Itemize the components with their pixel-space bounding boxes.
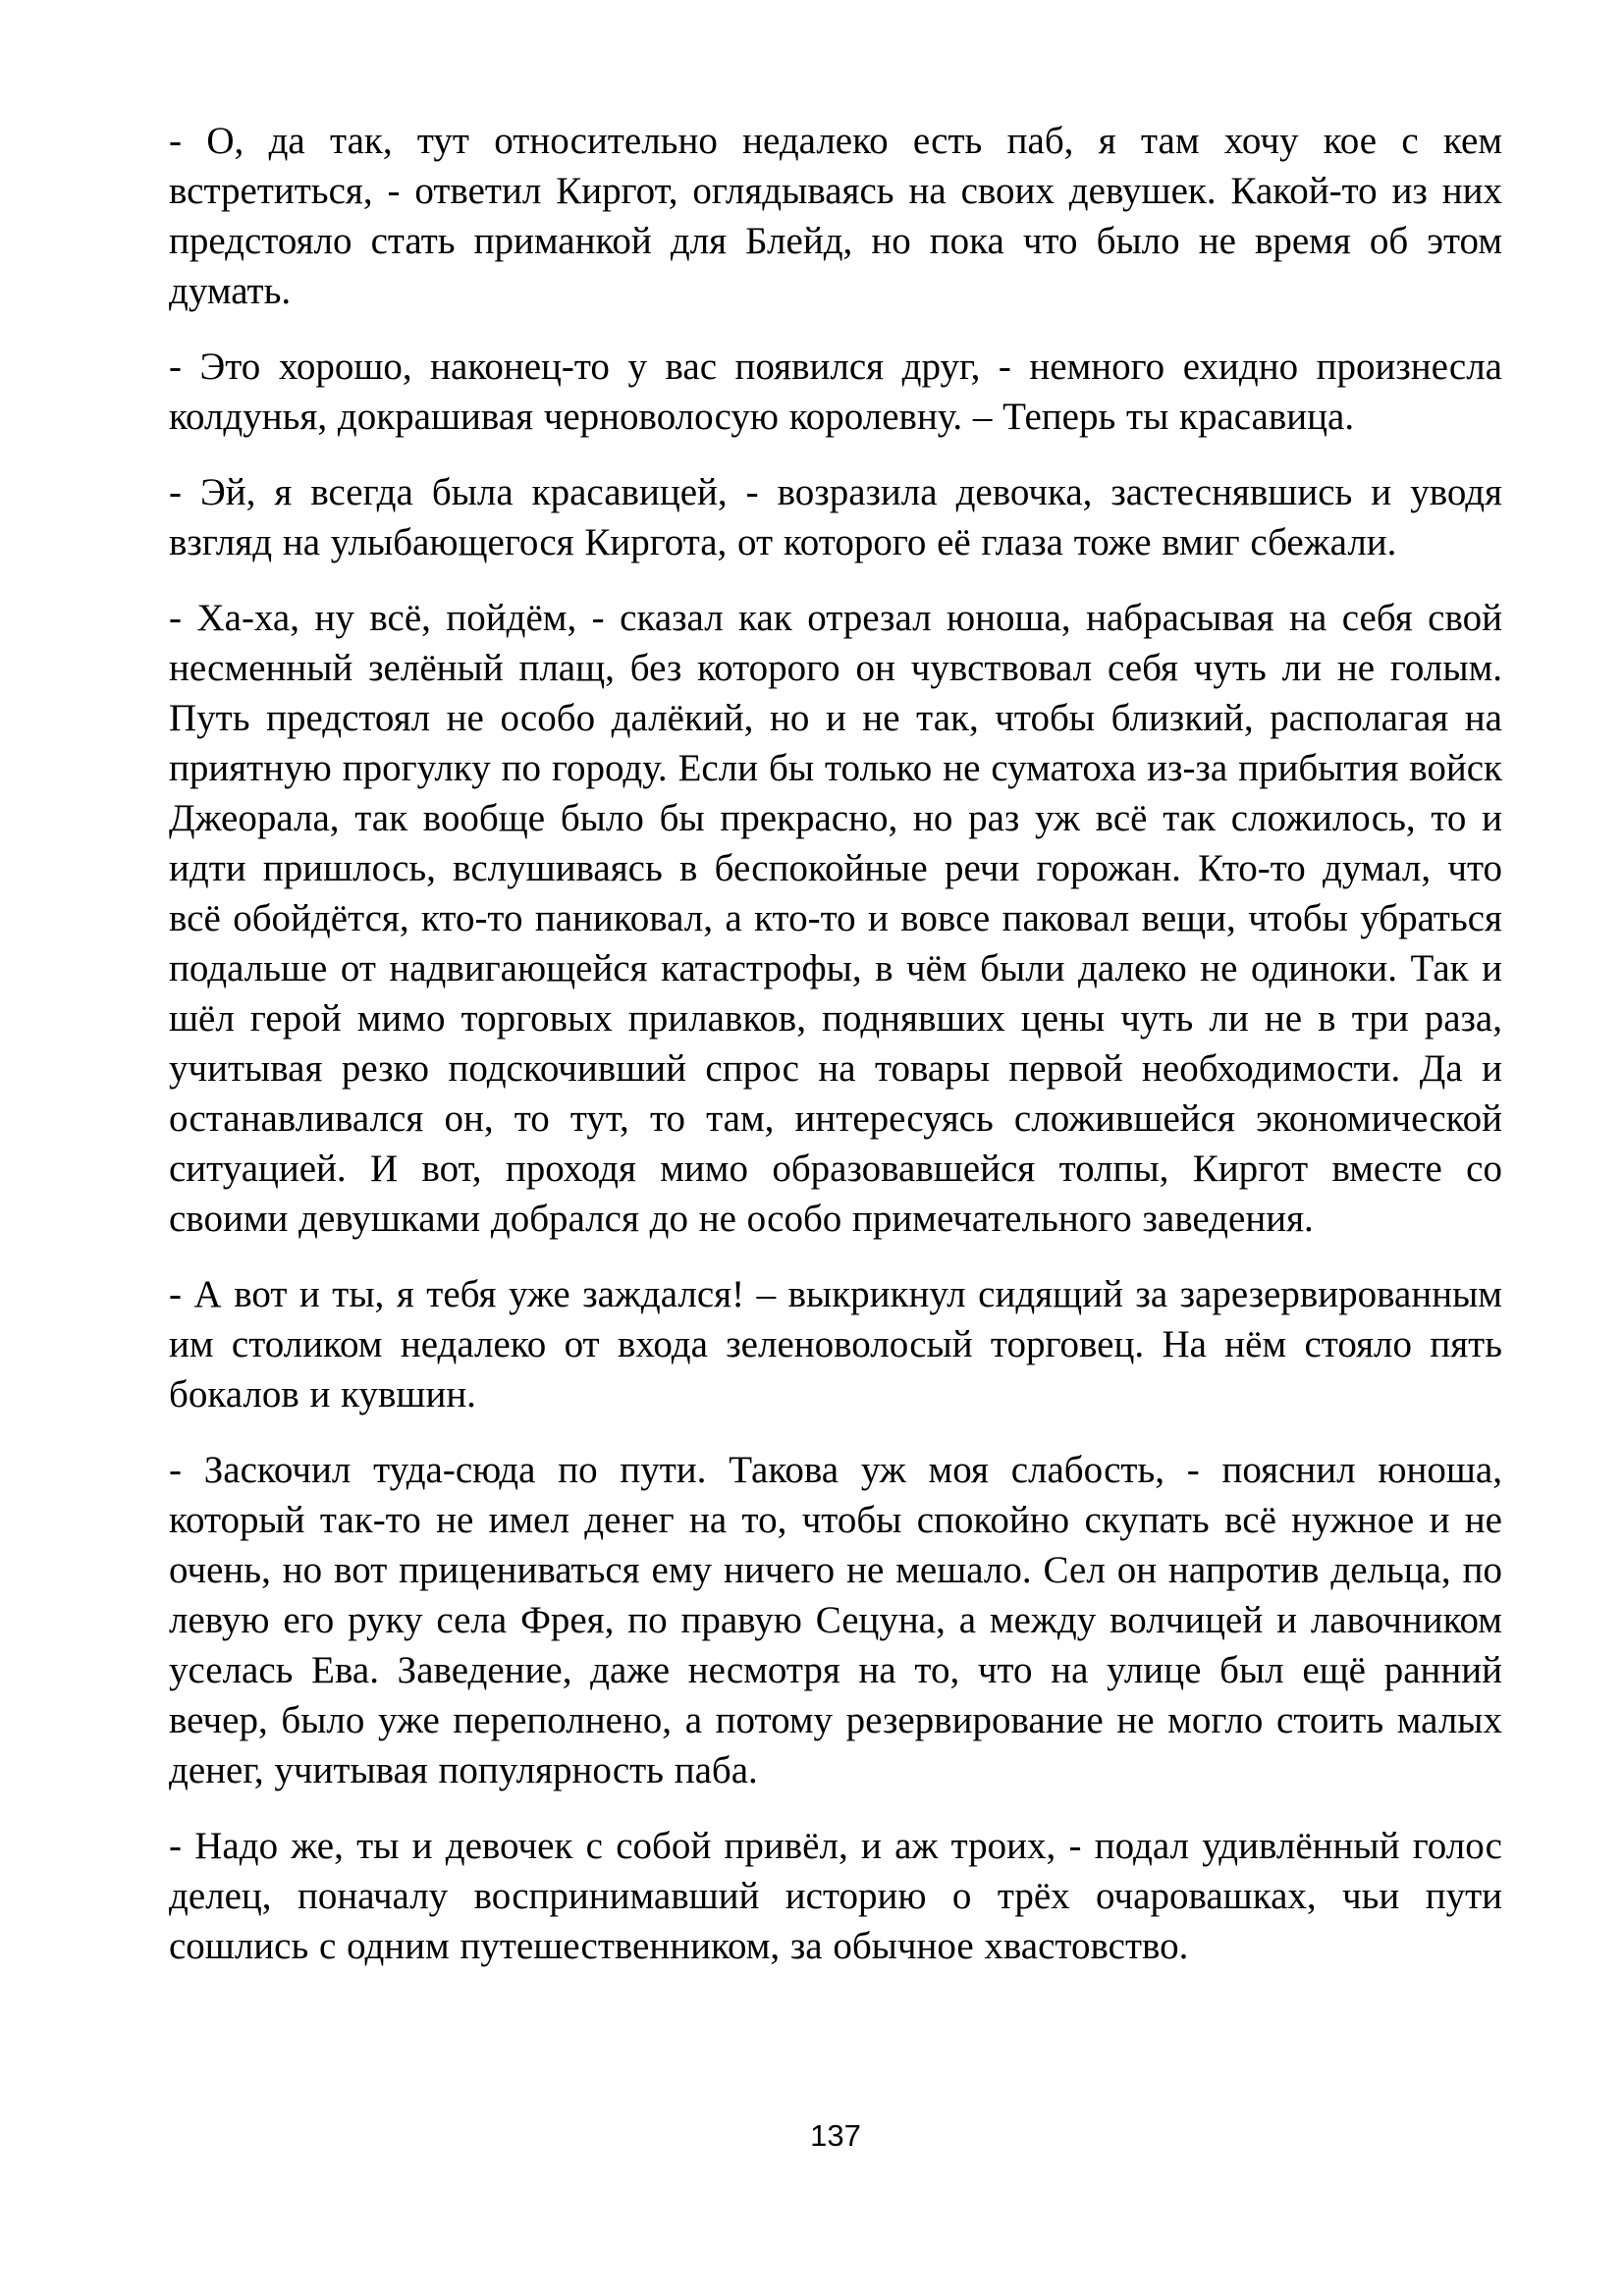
paragraph-1: - О, да так, тут относительно недалеко есть паб, я там хочу кое с кем встретиться, - ответил Киргот, оглядываясь на своих девушек. Какой-то из них предстояло стать приманкой для Блейд, но пока что было не время об этом думать. [169,120,1502,312]
paragraph-7: - Надо же, ты и девочек с собой привёл, и аж троих, - подал удивлённый голос делец, поначалу воспринимавший историю о трёх очаровашках, чьи пути сошлись с одним путешественником, за обычное хвастовство. [169,1825,1502,1967]
page-body [169,116,1502,1997]
page-number: 137 [810,2118,861,2153]
paragraph-3: - Эй, я всегда была красавицей, - возразила девочка, застеснявшись и уводя взгляд на улыбающегося Киргота, от которого её глаза тоже вмиг сбежали. [169,471,1502,563]
paragraph-6: - Заскочил туда-сюда по пути. Такова уж моя слабость, - пояснил юноша, который так-то не имел денег на то, чтобы спокойно скупать всё нужное и не очень, но вот прицениваться ему ничего не мешало. Сел он напротив дельца, по левую его руку села Фрея, по правую Сецуна, а между волчицей и лавочником уселась Ева. Заведение, даже несмотря на то, что на улице был ещё ранний вечер, было уже переполнено, а потому резервирование не могло стоить малых денег, учитывая популярность паба. [169,1449,1502,1791]
paragraph-4: - Ха-ха, ну всё, пойдём, - сказал как отрезал юноша, набрасывая на себя свой несменный зелёный плащ, без которого он чувствовал себя чуть ли не голым. Путь предстоял не особо далёкий, но и не так, чтобы близкий, располагая на приятную прогулку по городу. Если бы только не суматоха из-за прибытия войск Джеорала, так вообще было бы прекрасно, но раз уж всё так сложилось, то и идти пришлось, вслушиваясь в беспокойные речи горожан. Кто-то думал, что всё обойдётся, кто-то паниковал, а кто-то и вовсе паковал вещи, чтобы убраться подальше от надвигающейся катастрофы, в чём были далеко не одиноки. Так и шёл герой мимо торговых прилавков, поднявших цены чуть ли не в три раза, учитывая резко подскочивший спрос на товары первой необходимости. Да и останавливался он, то тут, то там, интересуясь сложившейся экономической ситуацией. И вот, проходя мимо образовавшейся толпы, Киргот вместе со своими девушками добрался до не особо примечательного заведения. [169,597,1502,1240]
paragraph-5: - А вот и ты, я тебя уже заждался! – выкрикнул сидящий за зарезервированным им столиком недалеко от входа зеленоволосый торговец. На нём стояло пять бокалов и кувшин. [169,1273,1502,1415]
page-footer [169,2118,1502,2154]
paragraph-2: - Это хорошо, наконец-то у вас появился друг, - немного ехидно произнесла колдунья, докрашивая черноволосую королевну. – Теперь ты красавица. [169,346,1502,438]
